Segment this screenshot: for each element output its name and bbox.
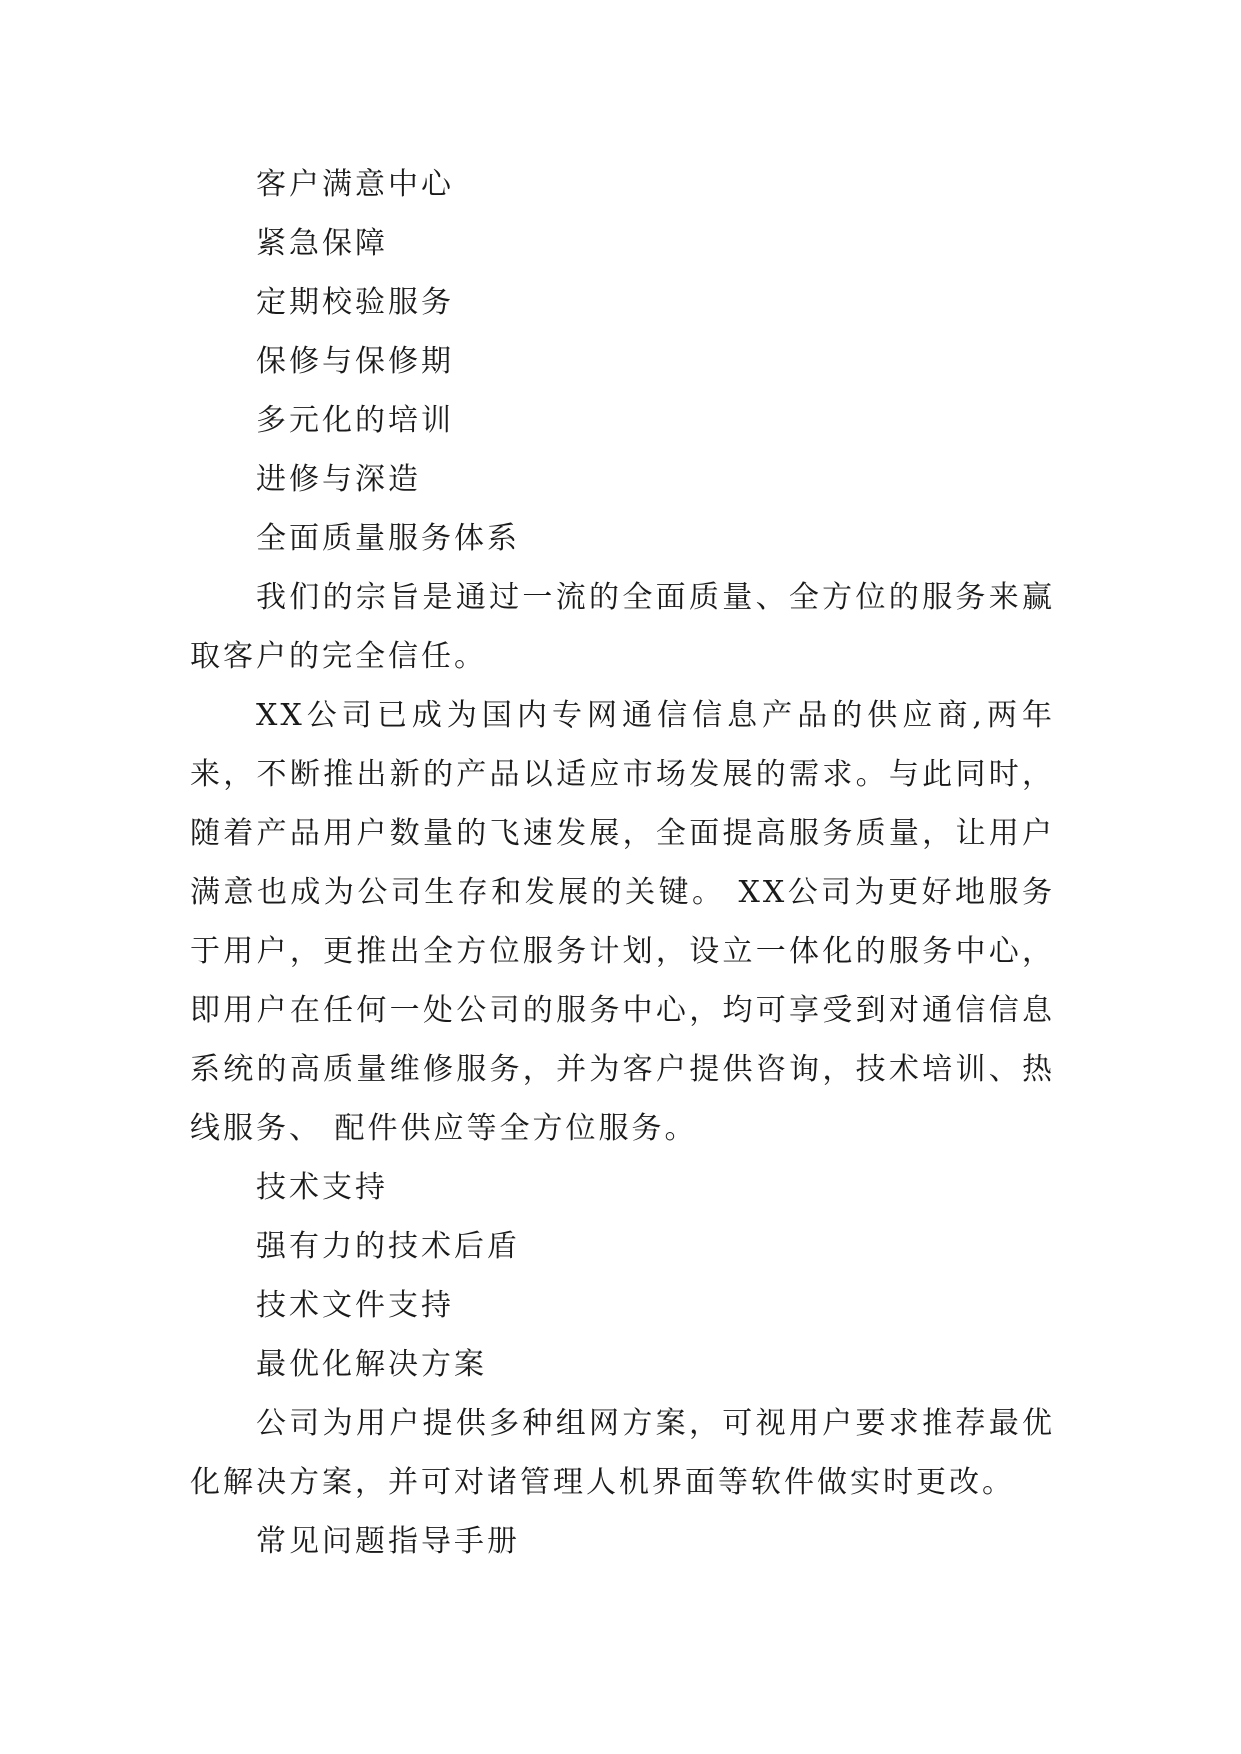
section-heading: 客户满意中心 [256, 167, 454, 202]
section-heading: 技术文件支持 [256, 1288, 454, 1323]
section-heading: 定期校验服务 [256, 285, 454, 320]
body-paragraph: 公司为用户提供多种组网方案，可视用户要求推荐最优化解决方案，并可对诸管理人机界面等软件做实时更改。 [190, 1406, 1055, 1500]
section-heading: 常见问题指导手册 [256, 1524, 520, 1559]
body-paragraph: 我们的宗旨是通过一流的全面质量、全方位的服务来赢取客户的完全信任。 [190, 580, 1055, 674]
section-heading: 进修与深造 [256, 462, 421, 497]
section-heading: 多元化的培训 [256, 403, 454, 438]
section-heading: 保修与保修期 [256, 344, 454, 379]
section-heading: 全面质量服务体系 [256, 521, 520, 556]
document-body [190, 155, 1055, 1571]
section-heading: 强有力的技术后盾 [256, 1229, 520, 1264]
section-heading: 技术支持 [256, 1170, 388, 1205]
section-heading: 紧急保障 [256, 226, 388, 261]
body-paragraph: XX公司已成为国内专网通信信息产品的供应商,两年来，不断推出新的产品以适应市场发展的需求。与此同时，随着产品用户数量的飞速发展，全面提高服务质量，让用户满意也成为公司生存和发展的关键。 XX公司为更好地服务于用户，更推出全方位服务计划，设立一体化的服务中心，即用户在任何一处公司的服务中心，均可享受到对通信信息系统的高质量维修服务，并为客户提供咨询，技术培训、热线服务、 配件供应等全方位服务。 [190, 698, 1055, 1146]
section-heading: 最优化解决方案 [256, 1347, 487, 1382]
